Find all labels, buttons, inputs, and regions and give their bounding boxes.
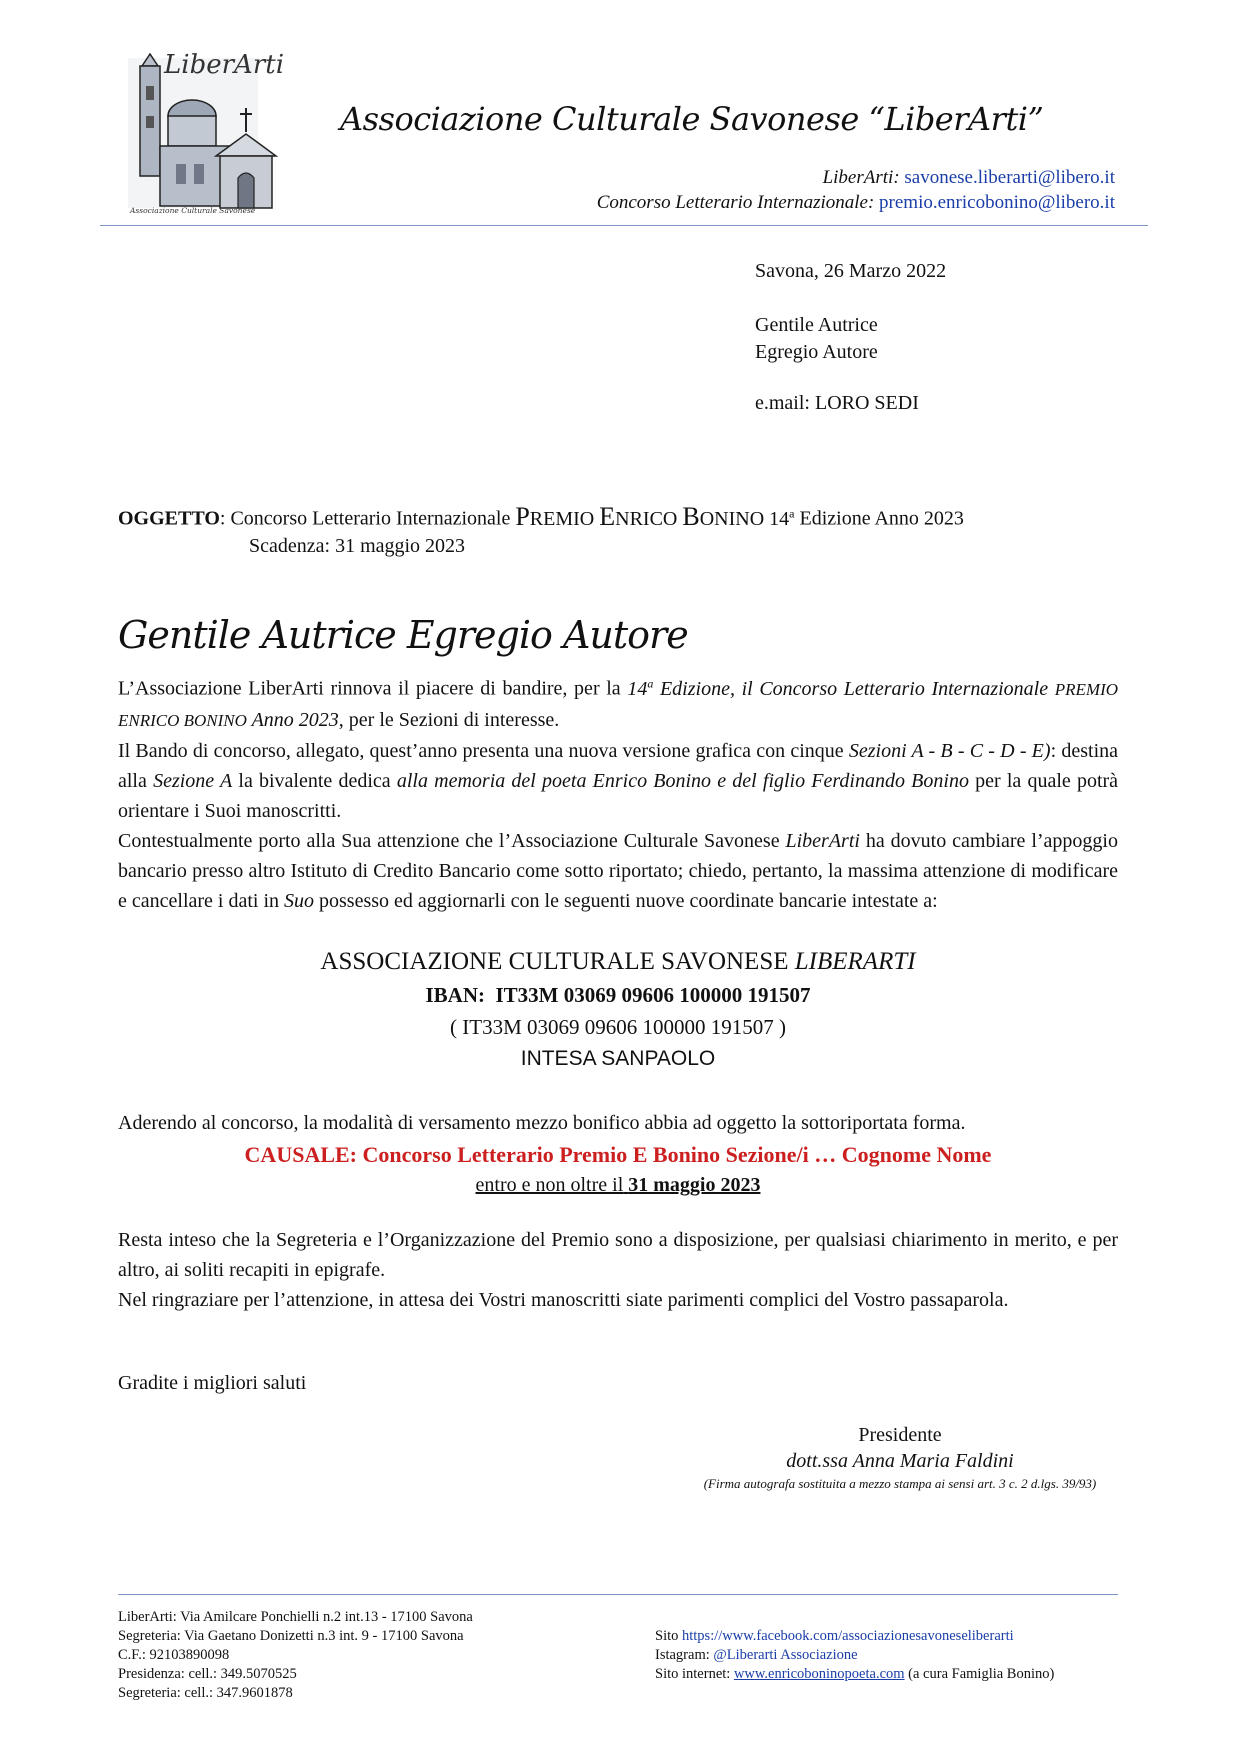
footer-website: Sito internet: www.enricoboninopoeta.com (a cura Famiglia Bonino) [655,1666,1055,1682]
subject-deadline: Scadenza: 31 maggio 2023 [249,534,466,557]
causale-line: CAUSALE: Concorso Letterario Premio E Bonino Sezione/i … Cognome Nome [244,1142,992,1167]
logo-text: LiberArti [164,50,285,80]
signature-block [560,1422,1120,1494]
subject-label: OGGETTO [118,507,220,530]
edition-text: Edizione Anno 2023 [799,507,964,530]
signature-role: Presidente [858,1424,942,1446]
contact-label: Concorso Letterario Internazionale [596,192,868,213]
closing-block [118,1225,1118,1315]
signature-name: dott.ssa Anna Maria Faldini [786,1450,1014,1472]
email-premio-link[interactable]: premio.enricobonino@libero.it [879,192,1115,213]
subject-text: Concorso Letterario Internazionale [230,507,511,530]
signature-note: (Firma autografa sostituita a mezzo stampa ai sensi art. 3 c. 2 d.lgs. 39/93) [703,1476,1097,1491]
greeting-title: Gentile Autrice Egregio Autore [118,613,688,657]
footer-tax-code: C.F.: 92103890098 [118,1647,230,1663]
iban-repeat: ( IT33M 03069 09606 100000 191507 ) [450,1015,786,1039]
bank-name: INTESA SANPAOLO [520,1047,716,1070]
letter-body [118,668,1118,916]
subject-line: OGGETTO: Concorso Letterario Internazionale PREMIO ENRICO BONINO 14$^a$ Edizione Anno 2023 [118,501,964,531]
facebook-link[interactable]: https://www.facebook.com/associazionesavoneseliberarti [682,1628,1014,1644]
footer-divider [118,1594,1118,1595]
letter-date: Savona, 26 Marzo 2022 [755,260,947,282]
website-link[interactable]: www.enricoboninopoeta.com [733,1666,905,1682]
bank-block [118,945,1118,1075]
header-title: Associazione Culturale Savonese “LiberArti” [340,100,1044,138]
footer-secretariat: Segreteria: Via Gaetano Donizetti n.3 int. 9 - 17100 Savona [118,1628,464,1644]
subject-block [118,500,1118,560]
logo [120,46,296,216]
contact-concorso: Concorso Letterario Internazionale: premio.enricobonino@libero.it [596,192,1115,213]
footer-instagram: Istagram: @Liberarti Associazione [655,1647,858,1663]
iban-value: IT33M 03069 09606 100000 191507 [495,983,811,1007]
footer-address: LiberArti: Via Amilcare Ponchielli n.2 int.13 - 17100 Savona [118,1609,473,1625]
footer-right [655,1627,1054,1684]
recipient-line: e.mail: LORO SEDI [755,392,919,414]
body-paragraph: Contestualmente porto alla Sua attenzione che l’Associazione Culturale Savonese LiberArti ha dovuto cambiare l’appoggio bancario presso altro Istituto di Credito Bancario come sotto riportato; chiedo, pertanto, la massima attenzione di modificare e cancellare i dati in Suo possesso ed aggiornarli con le seguenti nuove coordinate bancarie intestate a: [118,829,1118,912]
logo-subtext: Associazione Culturale Savonese [130,206,256,215]
recipient-line: Gentile Autrice [755,314,878,336]
recipient-block [755,258,946,417]
footer-left [118,1608,473,1703]
edition-number: 14$^a$ [769,506,795,530]
instagram-link[interactable]: @Liberarti Associazione [713,1647,858,1663]
body-paragraph: Il Bando di concorso, allegato, quest’anno presenta una nuova versione grafica con cinque Sezioni A - B - C - D - E): destina alla Sezione A la bivalente dedica alla memoria del poeta Enrico Bonino e del figlio Ferdinando Bonino per la quale potrà orientare i Suoi manoscritti. [118,739,1119,822]
recipient-line: Egregio Autore [755,341,878,363]
footer-facebook: Sito https://www.facebook.com/associazionesavoneseliberarti [655,1628,1014,1644]
payment-deadline: entro e non oltre il 31 maggio 2023 [475,1174,761,1196]
footer-phone-president: Presidenza: cell.: 349.5070525 [118,1666,297,1682]
header-divider [100,225,1148,226]
payment-text: Aderendo al concorso, la modalità di versamento mezzo bonifico abbia ad oggetto la sottoriportata forma. [118,1112,966,1134]
footer-phone-secretariat: Segreteria: cell.: 347.9601878 [118,1685,293,1701]
header-contacts [597,165,1115,215]
bank-account-holder: ASSOCIAZIONE CULTURALE SAVONESE LIBERARTI [320,948,916,975]
closing-paragraph: Nel ringraziare per l’attenzione, in attesa dei Vostri manoscritti siate parimenti complici del Vostro passaparola. [118,1289,1009,1311]
body-paragraph: L’Associazione LiberArti rinnova il piacere di bandire, per la 14$^a$ Edizione, il Concorso Letterario Internazionale PREMIO ENRICO BONINO Anno 2023, per le Sezioni di interesse. [118,676,1119,731]
contact-label: LiberArti [822,167,894,188]
contact-liberarti: LiberArti: savonese.liberarti@libero.it [822,167,1115,188]
premio-name: PREMIO ENRICO BONINO [515,501,765,531]
iban-line: IBAN: IT33M 03069 09606 100000 191507 [425,983,811,1007]
email-liberarti-link[interactable]: savonese.liberarti@libero.it [904,167,1115,188]
closing-salute: Gradite i migliori saluti [118,1372,307,1394]
closing-paragraph: Resta inteso che la Segreteria e l’Organizzazione del Premio sono a disposizione, per qualsiasi chiarimento in merito, e per altro, ai soliti recapiti in epigrafe. [118,1229,1118,1281]
